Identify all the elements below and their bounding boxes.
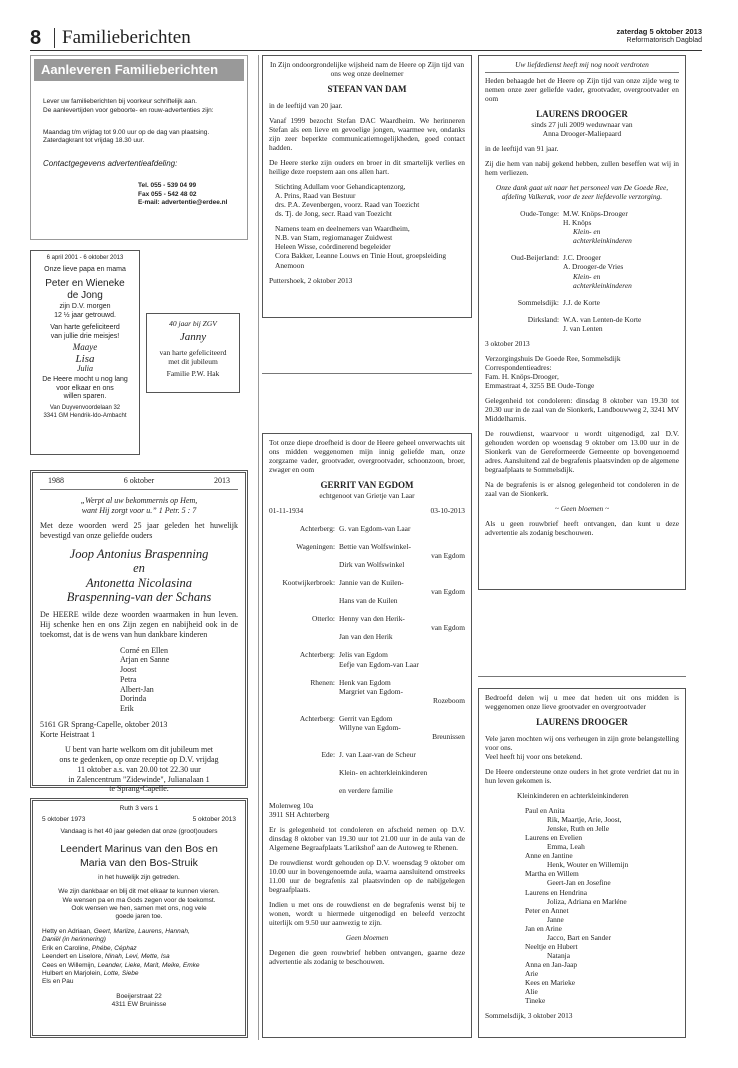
family: Arie	[525, 968, 539, 978]
grandkids: Rik, Maartje, Arie, Joost,	[547, 815, 622, 825]
ad-text: ons te gedenken, op onze receptie op D.V. vrijdag	[59, 755, 219, 764]
dates: 6 april 2001 - 6 oktober 2013	[46, 255, 124, 261]
deceased-name: STEFAN VAN DAM	[327, 84, 407, 95]
ad-text: in de leeftijd van 91 jaar.	[485, 144, 559, 154]
no-flowers: ~ Geen bloemen ~	[554, 504, 610, 514]
quote: „Werpt al uw bekommernis op Hem,	[80, 495, 198, 505]
info-box	[30, 55, 248, 240]
info-text: Zaterdagkrant tot vrijdag 18.30 uur.	[43, 137, 145, 145]
row-rule	[478, 676, 686, 677]
contact: Fam. H. Knöps-Drooger,	[485, 371, 559, 381]
info-title: Aanleveren Familieberichten	[34, 59, 244, 81]
ad-text: van jullie drie meisjes!	[50, 333, 120, 341]
grandkids: Natanja	[547, 950, 570, 960]
family: Kees en Marieke	[525, 977, 576, 987]
ad-text: Met deze woorden werd 25 jaar geleden het huwelijk bevestigd van onze geliefde ouders	[40, 521, 238, 540]
ad-text: Na de begrafenis is er alsnog gelegenheid tot condoleren in de zaal van de Sionkerk.	[485, 480, 679, 499]
family-name: van Egdom	[431, 623, 465, 633]
names: Peter en Wieneke	[45, 277, 125, 289]
family-names	[339, 578, 465, 605]
ad-drooger-1	[478, 55, 686, 590]
family-name: J. van Laar-van de Scheur	[339, 749, 416, 759]
family: Tineke	[525, 995, 546, 1005]
kid: Erik	[120, 704, 134, 713]
ad-van-egdom	[262, 433, 472, 1038]
ad-intro: In Zijn ondoorgrondelijke wijsheid nam de Heere op Zijn tijd van ons weg onze deelnemer	[269, 60, 465, 79]
ad-intro: Tot onze diepe droefheid is door de Heere geheel onverwachts uit ons midden weggenomen mijn innig geliefde man, onze zorgzame vader, grootvader, overgrootvader, schoonzoon, broer, zwager en oom	[269, 438, 465, 475]
family: Els en Pau	[42, 978, 74, 986]
info-text: De aanlevertijden voor geboorte- en rouw-advertenties zijn:	[43, 106, 214, 114]
ad-braspenning	[30, 470, 248, 794]
family-place: Dirksland:	[527, 314, 559, 324]
ad-van-den-bos	[30, 798, 248, 1038]
family: Peter en Annet	[525, 905, 569, 915]
signatory: A. Prins, Raad van Bestuur	[275, 191, 356, 201]
thanks: Onze dank gaat uit naar het personeel van De Goede Ree, afdeling Valkerak, voor de zeer liefdevolle verzorging.	[495, 183, 669, 202]
signatory: N.B. van Stam, regiomanager Zuidwest	[275, 233, 393, 243]
family-place: Achterberg:	[299, 524, 335, 534]
family-name: Klein- en	[573, 227, 601, 237]
family-row	[269, 714, 465, 741]
ad-text: in het huwelijk zijn getreden.	[98, 873, 180, 881]
ad-van-dam	[262, 55, 472, 318]
family-name: Breunissen	[432, 731, 465, 741]
family-name: Jelis van Egdom	[339, 650, 388, 660]
family: Martha en Willem	[525, 869, 579, 879]
kid: Corné en Ellen	[120, 645, 168, 655]
couple-name: en	[133, 561, 145, 576]
family: Jan en Arine	[525, 923, 562, 933]
family-row	[485, 209, 679, 245]
info-email: E-mail: advertentie@erdee.nl	[138, 199, 228, 207]
family-names	[339, 542, 465, 569]
header-paper: Reformatorisch Dagblad	[626, 37, 702, 44]
ad-text: goede jaren toe.	[115, 913, 163, 921]
header-rule	[30, 50, 702, 51]
family-row	[269, 542, 465, 569]
ad-text: Ook wensen we hen, samen met ons, nog vele	[71, 904, 207, 912]
address: Van Duyvenvoordelaan 32	[49, 405, 121, 412]
family-row	[269, 650, 465, 668]
family-name: Klein- en	[573, 271, 601, 281]
ad-text: De Heere mocht u nog lang	[42, 375, 128, 383]
reception-text	[40, 745, 238, 794]
row-rule	[262, 373, 472, 374]
family-place: Sommelsdijk:	[517, 297, 559, 307]
ad-title: 40 jaar bij ZGV	[169, 319, 217, 328]
quote-rule	[485, 72, 679, 73]
info-tel: Tel. 055 - 539 04 99	[138, 181, 197, 189]
family-name: Henk van Egdom	[339, 677, 391, 687]
names: de Jong	[67, 290, 103, 302]
date: 6 oktober	[123, 476, 155, 485]
family-name: van Egdom	[431, 587, 465, 597]
family-name: M.W. Knöps-Drooger	[563, 209, 628, 219]
quote: Uw liefdedienst heeft mij nog nooit verdroten	[515, 60, 649, 69]
deceased-name: LAURENS DROOGER	[536, 717, 628, 728]
ad-text: 12 ½ jaar getrouwd.	[54, 312, 116, 320]
family-row	[269, 578, 465, 605]
kid: Arjan en Sanne	[120, 655, 170, 665]
family-name: Eefje van Egdom-van Laar	[339, 659, 419, 669]
ad-text: We zijn dankbaar en blij dit met elkaar te kunnen vieren.	[58, 888, 220, 896]
grandkids: Emma, Leah	[547, 842, 585, 852]
page-header	[30, 22, 702, 50]
signature: Lisa	[75, 352, 95, 365]
wishes	[42, 888, 236, 922]
family: Paul en Anita	[525, 806, 565, 816]
family-name: en verdere familie	[339, 785, 393, 795]
family-name: Jan van den Herik	[339, 632, 393, 642]
family-name: achterkleinkinderen	[573, 236, 632, 246]
ad-text: 11 oktober a.s. van 20.00 tot 22.30 uur	[77, 764, 201, 774]
no-flowers: Geen bloemen	[345, 933, 389, 943]
year: 2013	[214, 476, 230, 485]
family: Anna en Jan-Jaap	[525, 959, 578, 969]
kid: Albert-Jan	[120, 684, 154, 694]
header-date: zaterdag 5 oktober 2013	[616, 27, 702, 36]
address: 4311 EW Bruinisse	[111, 1001, 167, 1009]
date-row	[40, 476, 238, 490]
family-name: Jannie van de Kuilen-	[339, 578, 404, 588]
family-place: Oud-Beijerland:	[510, 253, 559, 263]
grandkids: Jenske, Ruth en Jelle	[547, 824, 609, 834]
ad-text: Vanaf 1999 bezocht Stefan DAC Waardheim. We herinneren Stefan als een lieve en gevoelige jongen, waarmee we, ondanks zijn zeer beperkte communicatiemogelijkheden, goed contact hadden.	[269, 116, 465, 153]
family-names	[339, 524, 465, 533]
ad-janny	[146, 313, 240, 393]
signature: Maaye	[72, 342, 98, 353]
ad-de-jong	[30, 250, 140, 455]
ad-intro: Bedroefd delen wij u mee dat heden uit ons midden is weggenomen onze lieve grootvader en overgrootvader	[485, 693, 679, 712]
spouse: echtgenoot van Grietje van Laar	[319, 491, 415, 501]
ad-name: Janny	[179, 331, 207, 344]
info-text: Lever uw familieberichten bij voorkeur schriftelijk aan.	[43, 98, 197, 105]
signatory: ds. Tj. de Jong, secr. Raad van Toezicht	[275, 209, 392, 219]
address: Molenweg 10a	[269, 800, 314, 810]
ad-text: Indien u met ons de rouwdienst en de begrafenis wenst bij te wonen, wordt u hiermede uitgenodigd en beleefd verzocht uiterlijk om 9.50 uur aanwezig te zijn.	[269, 900, 465, 928]
ad-text: Anna Drooger-Maliepaard	[542, 129, 622, 139]
list-head: Kleinkinderen en achterkleinkinderen	[517, 791, 629, 801]
ad-intro: Heden behaagde het de Heere op Zijn tijd van onze zijde weg te nemen onze zeer geliefde vader, grootvader, overgrootvader en oom	[485, 76, 679, 104]
grandkids: Henk, Wouter en Willemijn	[547, 860, 629, 870]
date: 5 oktober 1973	[42, 816, 86, 824]
family-place: Wageningen:	[296, 542, 335, 552]
info-fax: Fax 055 - 542 48 02	[138, 190, 197, 198]
grandkids: Phébe, Céphaz	[91, 944, 137, 952]
info-text: Maandag t/m vrijdag tot 9.00 uur op de dag van plaatsing.	[43, 128, 210, 136]
ad-text: zijn D.V. morgen	[59, 303, 111, 311]
family: Laurens en Evelien	[525, 833, 583, 843]
family-row	[485, 315, 679, 333]
life-dates	[269, 506, 465, 515]
family: Leendert en Liselore,	[42, 953, 104, 961]
family-name: Rozeboom	[432, 695, 465, 705]
family-place: Oude-Tonge:	[520, 209, 559, 219]
deceased-name: LAURENS DROOGER	[536, 109, 628, 120]
page-number: 8	[30, 27, 42, 49]
ad-text: Gelegenheid tot condoleren: dinsdag 8 oktober van 19.30 tot 20.30 uur in de zaal van de Sionkerk, Landbouwweg 2, 3241 MV Middelharnis.	[485, 395, 679, 423]
signature: Julia	[77, 363, 93, 373]
family-names	[563, 315, 679, 333]
ad-text: Vele jaren mochten wij ons verheugen in zijn grote belangstelling voor ons.	[485, 734, 679, 753]
couple-name: Joop Antonius Braspenning	[69, 546, 209, 561]
address: 3341 GM Hendrik-Ido-Ambacht	[43, 413, 127, 420]
signatory: drs. P.A. Zevenbergen, voorz. Raad van Toezicht	[275, 200, 420, 210]
family-name: Bettie van Wolfswinkel-	[339, 542, 411, 552]
family-name: Henny van den Herik-	[339, 614, 405, 624]
grandkids: Geert-Jan en Josefine	[547, 878, 611, 888]
address: 3911 SH Achterberg	[269, 809, 330, 819]
family: Hulbert en Marjolein,	[42, 970, 102, 978]
family-place: Rhenen:	[310, 677, 335, 687]
ad-text: met dit jubileum	[168, 356, 218, 366]
ad-text: willen sparen.	[63, 393, 107, 401]
quote: want Hij zorgt voor u.” 1 Petr. 5 : 7	[81, 505, 197, 515]
grandkids: Lotte, Siebe	[103, 970, 139, 978]
family-name: A. Drooger-de Vries	[563, 262, 624, 272]
deceased-name: GERRIT VAN EGDOM	[320, 480, 414, 491]
date: 5 oktober 2013	[192, 816, 236, 824]
ad-text: De rouwdienst wordt gehouden op D.V. woensdag 9 oktober om 10.00 uur in bovengenoemde aula, waarna aansluitend omstreeks 11.00 uur de begrafenis zal plaatsvinden op de nabijgelegen begraafplaats.	[269, 857, 465, 895]
family-name: J.C. Drooger	[563, 253, 601, 263]
couple-name: Antonetta Nicolasina	[86, 575, 192, 590]
family-names	[339, 750, 465, 795]
grandkids: Joliza, Adriana en Marléne	[547, 896, 627, 906]
family-row	[485, 298, 679, 307]
ad-text: te Sprang-Capelle.	[109, 784, 169, 794]
family: Laurens en Hendrina	[525, 887, 587, 897]
contact: Emmastraat 4, 3255 BE Oude-Tonge	[485, 380, 595, 390]
couple-name: Braspenning-van der Schans	[66, 589, 212, 604]
column-rule	[258, 55, 259, 1040]
ad-text: Als u geen rouwbrief heeft ontvangen, dan kunt u deze advertentie als zodanig beschouwen.	[485, 519, 679, 538]
ad-text: De HEERE wilde deze woorden waarmaken in hun leven. Hij schenke hen en ons Zijn zegen en nabijheid ook in de toekomst, dat is de wens van hun dankbare kinderen	[40, 610, 238, 639]
kid: Joost	[120, 665, 137, 674]
family: Anne en Jantine	[525, 851, 573, 861]
family-names	[339, 650, 465, 668]
family-place: Kootwijkerbroek:	[282, 578, 335, 588]
address: Korte Heistraat 1	[40, 729, 96, 739]
signatory: Namens team en deelnemers van Waardheim,	[275, 224, 410, 234]
family-name: H. Knöps	[563, 218, 592, 228]
family-name: van Egdom	[431, 551, 465, 561]
family-place: Achterberg:	[299, 650, 335, 660]
section-title: Familieberichten	[62, 27, 191, 48]
family-list	[269, 524, 465, 795]
ad-text: sinds 27 juli 2009 weduwnaar van	[531, 120, 633, 130]
date: 3 oktober 2013	[485, 338, 530, 348]
family-row	[269, 678, 465, 705]
family-names	[339, 678, 465, 705]
family-name: W.A. van Lenten-de Korte	[563, 314, 642, 324]
ad-sign: Familie P.W. Hak	[166, 368, 220, 378]
ad-text: Veel heeft hij voor ons betekend.	[485, 752, 583, 762]
ad-text: in de leeftijd van 20 jaar.	[269, 101, 343, 111]
family: Hetty en Adriaan,	[42, 927, 92, 935]
address: 5161 GR Sprang-Capelle, oktober 2013	[40, 719, 168, 729]
ad-text: De Heere sterke zijn ouders en broer in dit smartelijk verlies en heilige deze roepstem aan ons allen hart.	[269, 158, 465, 177]
family-list	[42, 928, 236, 987]
family-name: Margriet van Egdom-	[339, 686, 403, 696]
grandkids: Geert, Marlize, Laurens, Hannah,	[93, 927, 190, 935]
family-names	[563, 209, 679, 245]
family: Erik en Caroline,	[42, 944, 91, 952]
family-name: Klein- en achterkleinkinderen	[339, 767, 428, 777]
family-name: Dirk van Wolfswinkel	[339, 560, 405, 570]
info-contact-label: Contactgegevens advertentieafdeling:	[43, 159, 178, 169]
family: Alie	[525, 986, 538, 996]
family-names	[563, 253, 679, 289]
family-place: Otterlo:	[312, 614, 335, 624]
ad-text: voor elkaar en ons	[56, 384, 114, 392]
kid: Petra	[120, 674, 137, 684]
contact: Verzorgingshuis De Goede Ree, Sommelsdijk	[485, 353, 621, 363]
place-date: Puttershoek, 2 oktober 2013	[269, 275, 353, 285]
family-row	[269, 524, 465, 533]
address: Boeijerstraat 22	[116, 992, 162, 1000]
family-name: Willyne van Egdom-	[339, 722, 401, 732]
ad-drooger-2	[478, 688, 686, 1038]
grandchildren-list	[525, 806, 679, 1005]
ad-text: U bent van harte welkom om dit jubileum met	[65, 745, 213, 755]
died: 03-10-2013	[430, 506, 465, 516]
family-row	[269, 750, 465, 795]
ad-text: Van harte gefeliciteerd	[50, 324, 120, 332]
year: 1988	[48, 476, 64, 485]
header-divider	[54, 28, 55, 48]
ad-text: Zij die hem van nabij gekend hebben, zullen beseffen wat wij in hem verliezen.	[485, 159, 679, 178]
family-row	[485, 253, 679, 289]
ad-text: Degenen die geen rouwbrief hebben ontvangen, gaarne deze advertentie als zodanig te beschouwen.	[269, 948, 465, 967]
place-date: Sommelsdijk, 3 oktober 2013	[485, 1010, 573, 1020]
family-names	[339, 714, 465, 741]
family-name: Gerrit van Egdom	[339, 713, 393, 723]
family: Neeltje en Hubert	[525, 941, 578, 951]
family-place: Achterberg:	[299, 713, 335, 723]
grandkids: Ninah, Levi, Mette, Isa	[104, 953, 170, 961]
info-body	[43, 98, 243, 208]
ad-text: van harte gefeliciteerd	[159, 347, 227, 357]
family-name: J. van Lenten	[563, 323, 603, 333]
signatory: Heleen Wisse, coördinerend begeleider	[275, 242, 391, 252]
date-row	[42, 816, 236, 824]
contact: Correspondentieadres:	[485, 362, 552, 372]
family-name: J.J. de Korte	[563, 297, 600, 307]
ad-text: Er is gelegenheid tot condoleren en afscheid nemen op D.V. dinsdag 8 oktober van 19.30 uur tot 21.00 uur in de aula van de Algemene Begraafplaats 'Larikshof' aan de Autoweg te Rhenen.	[269, 824, 465, 852]
couple-name: Maria van den Bos-Struik	[80, 857, 198, 870]
signatory: Cora Bakker, Leanne Louws en Tinie Hout, groepsleiding Anemoon	[275, 251, 447, 270]
kids-list	[120, 646, 238, 714]
ad-text: Onze lieve papa en mama	[44, 265, 126, 273]
signatories	[269, 182, 465, 269]
family: Cees en Willemijn,	[42, 961, 96, 969]
born: 01-11-1934	[269, 506, 304, 516]
grandkids: Jacco, Bart en Sander	[547, 932, 612, 942]
ad-text: in Zalencentrum "Zidewinde", Julianalaan 1	[68, 774, 210, 784]
ad-text: We wensen pa en ma Gods zegen voor de toekomst.	[62, 896, 216, 904]
couple-name: Leendert Marinus van den Bos en	[60, 843, 218, 856]
family-names	[563, 298, 679, 307]
family-name: G. van Egdom-van Laar	[339, 524, 411, 534]
family-row	[269, 614, 465, 641]
signatory: Stichting Adullam voor Gehandicaptenzorg,	[275, 182, 406, 192]
family-list	[485, 209, 679, 332]
grandkids: Daniël (in herinnering)	[42, 936, 106, 944]
family-name: Hans van de Kuilen	[339, 596, 398, 606]
verse: Ruth 3 vers 1	[119, 805, 159, 812]
family-names	[339, 614, 465, 641]
kid: Dorinda	[120, 694, 147, 704]
ad-text: Vandaag is het 40 jaar geleden dat onze (groot)ouders	[60, 827, 218, 835]
grandkids: Janne	[547, 914, 564, 924]
grandkids: Leander, Lieke, Marit, Meike, Emke	[97, 961, 200, 969]
ad-text: De Heere ondersteune onze ouders in het grote verdriet dat nu in hun leven gekomen is.	[485, 767, 679, 786]
family-place: Ede:	[321, 749, 335, 759]
family-name: achterkleinkinderen	[573, 280, 632, 290]
ad-text: De rouwdienst, waarvoor u wordt uitgenodigd, zal D.V. gehouden worden op woensdag 9 oktober om 13.00 uur in de Sionkerk van de Gereformeerde Gemeente op bovengenoemd adres. Aansluitend zal de begrafenis plaatsvinden op de algemene begraafplaats te Sommelsdijk.	[485, 428, 679, 475]
